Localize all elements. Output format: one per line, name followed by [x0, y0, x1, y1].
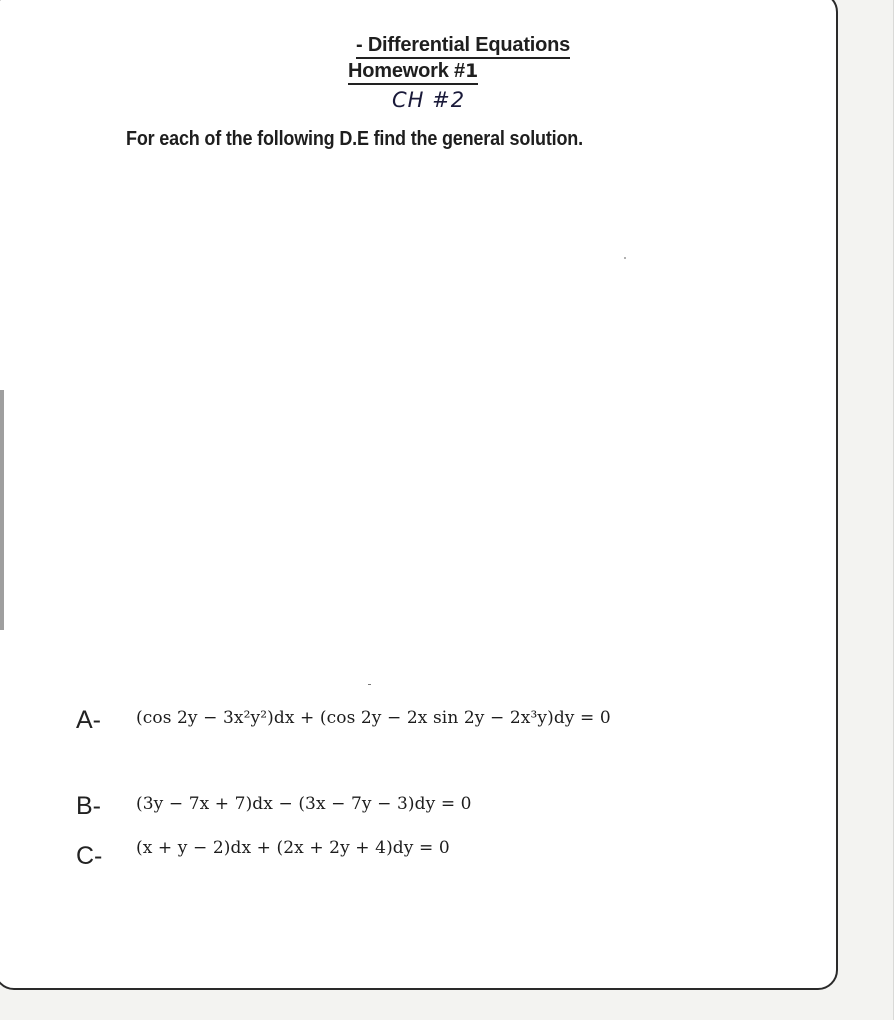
problem-label: C-: [76, 842, 103, 870]
problem-item: [0, 838, 800, 870]
paper-speck: [624, 257, 626, 259]
problem-item: [0, 706, 800, 738]
homework-label: Homework #: [348, 60, 465, 82]
course-title: - Differential Equations: [356, 34, 570, 59]
problem-equation: (3y − 7x + 7)dx − (3x − 7y − 3)dy = 0: [136, 794, 472, 814]
paper-speck: [368, 684, 371, 685]
problem-equation: (x + y − 2)dx + (2x + 2y + 4)dy = 0: [136, 838, 450, 858]
problem-item: [0, 792, 800, 824]
chapter-label: CH #2: [392, 88, 466, 112]
problem-label: B-: [76, 792, 101, 820]
homework-number: 1: [464, 60, 478, 82]
homework-title: [348, 60, 478, 85]
problem-equation: (cos 2y − 3x²y²)dx + (cos 2y − 2x sin 2y − 2x³y)dy = 0: [136, 708, 611, 728]
page-edge-shadow: [0, 390, 4, 630]
instructions: For each of the following D.E find the general solution.: [126, 128, 583, 150]
problem-label: A-: [76, 706, 101, 734]
